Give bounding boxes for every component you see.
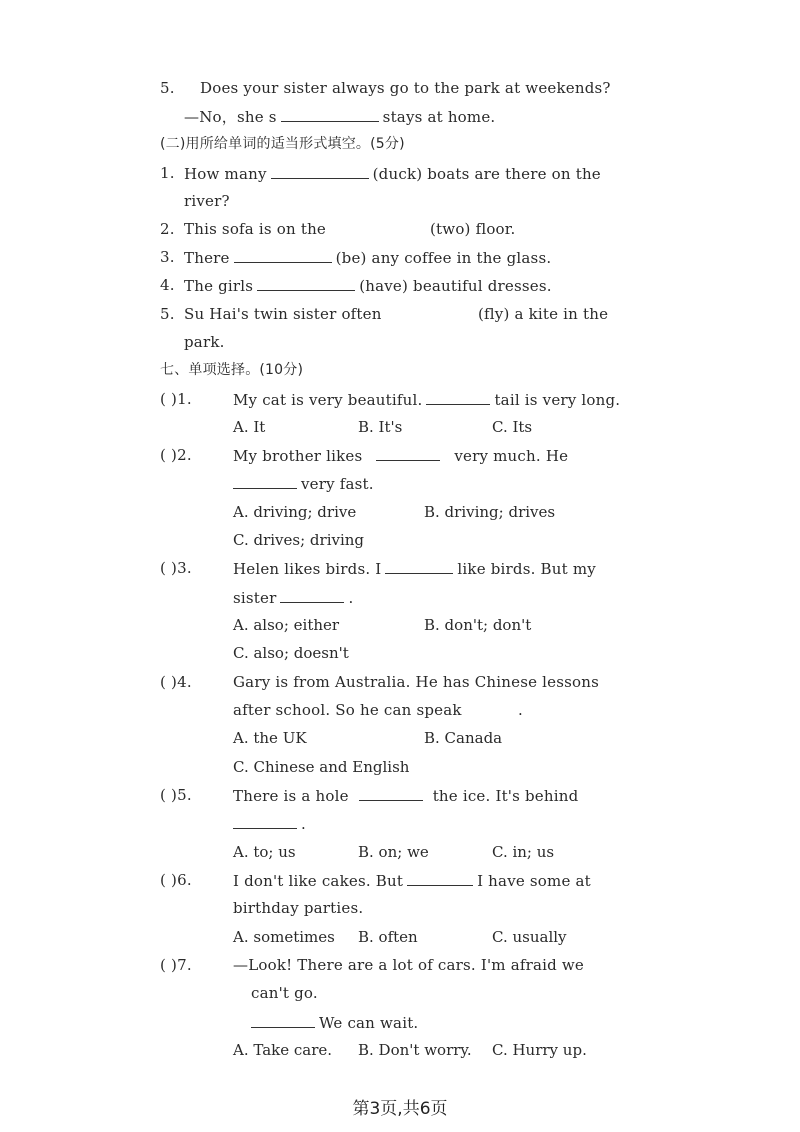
question-text-a: The girls xyxy=(184,277,254,295)
question-text-b: (have) beautiful dresses. xyxy=(359,277,552,295)
question-text-end: . xyxy=(518,701,523,719)
question-text xyxy=(233,558,596,579)
option-a: A. sometimes xyxy=(233,928,335,946)
answer-paren: ( )4. xyxy=(160,673,192,691)
question-text-a: My cat is very beautiful. xyxy=(233,391,423,409)
question-text-c: We can wait. xyxy=(319,1014,419,1032)
question-text-a: My brother likes xyxy=(233,447,363,465)
question-text-d: . xyxy=(348,589,354,607)
option-b: B. Canada xyxy=(424,729,503,747)
question-text-a: I don't like cakes. But xyxy=(233,872,404,890)
question-text: Does your sister always go to the park at weekends? xyxy=(200,79,611,97)
blank xyxy=(426,389,490,405)
question-text-b: like birds. But my xyxy=(457,560,596,578)
question-text: Gary is from Australia. He has Chinese lessons xyxy=(233,673,600,691)
question-number: 2. xyxy=(160,220,175,238)
answer-paren: ( )1. xyxy=(160,390,192,408)
option-b: B. often xyxy=(358,928,418,946)
option-c: C. also; doesn't xyxy=(233,644,349,662)
question-text xyxy=(184,163,601,184)
question-text-line2: after school. So he can speak xyxy=(233,701,462,719)
blank xyxy=(271,163,369,179)
question-number: 1. xyxy=(160,164,175,182)
answer-paren: ( )6. xyxy=(160,871,192,889)
answer-paren: ( )5. xyxy=(160,786,192,804)
option-b: B. It's xyxy=(358,418,403,436)
question-text xyxy=(184,247,551,268)
question-text-a: Helen likes birds. I xyxy=(233,560,382,578)
question-text-c: river? xyxy=(184,192,230,210)
question-text xyxy=(233,785,578,806)
question-text xyxy=(233,389,620,410)
blank xyxy=(281,106,379,122)
answer-paren: ( )2. xyxy=(160,446,192,464)
option-c: C. Chinese and English xyxy=(233,758,410,776)
question-text-a: This sofa is on the xyxy=(184,220,327,238)
question-text-c: sister xyxy=(233,589,277,607)
question-text-c: very fast. xyxy=(301,475,374,493)
question-text-b: very much. He xyxy=(454,447,569,465)
answer-suffix: stays at home. xyxy=(382,108,496,126)
question-text xyxy=(233,445,568,466)
question-text-b: (fly) a kite in the xyxy=(478,305,609,323)
option-c: C. Its xyxy=(492,418,533,436)
option-a: A. It xyxy=(233,418,266,436)
option-b: B. driving; drives xyxy=(424,503,556,521)
blank xyxy=(376,445,440,461)
option-a: A. also; either xyxy=(233,616,340,634)
blank xyxy=(385,558,453,574)
question-text xyxy=(184,275,552,296)
question-text: —Look! There are a lot of cars. I'm afraid we xyxy=(233,956,584,974)
section-heading: 七、单项选择。(10分) xyxy=(160,362,304,378)
option-b: B. on; we xyxy=(358,843,429,861)
question-text-b: (duck) boats are there on the xyxy=(372,165,601,183)
option-b: B. don't; don't xyxy=(424,616,532,634)
answer-paren: ( )3. xyxy=(160,559,192,577)
blank xyxy=(251,1012,315,1028)
blank xyxy=(359,785,423,801)
answer-prefix: —No，she s xyxy=(184,108,277,126)
option-a: A. the UK xyxy=(233,729,307,747)
question-number: 5. xyxy=(160,79,175,97)
option-a: A. driving; drive xyxy=(233,503,357,521)
section-heading: (二)用所给单词的适当形式填空。(5分) xyxy=(160,136,405,152)
question-text-line2 xyxy=(233,587,353,608)
blank xyxy=(407,870,473,886)
question-text-a: There is a hole xyxy=(233,787,349,805)
question-text-line2 xyxy=(233,813,306,834)
question-text-b: I have some at xyxy=(477,872,591,890)
question-text-b: (be) any coffee in the glass. xyxy=(335,249,552,267)
question-text-c: park. xyxy=(184,333,225,351)
blank xyxy=(280,587,344,603)
page-number: 第3页,共6页 xyxy=(352,1099,448,1119)
question-text-a: Su Hai's twin sister often xyxy=(184,305,382,323)
option-a: A. to; us xyxy=(233,843,296,861)
question-text xyxy=(233,870,591,891)
blank xyxy=(257,275,355,291)
question-text-b: tail is very long. xyxy=(494,391,621,409)
question-number: 5. xyxy=(160,305,175,323)
answer-line xyxy=(184,106,495,127)
question-text-b: the ice. It's behind xyxy=(432,787,579,805)
option-c: C. usually xyxy=(492,928,567,946)
option-c: C. Hurry up. xyxy=(492,1041,587,1059)
option-c: C. drives; driving xyxy=(233,531,365,549)
blank xyxy=(233,813,297,829)
option-c: C. in; us xyxy=(492,843,555,861)
question-text-line2: birthday parties. xyxy=(233,899,364,917)
question-text-b: (two) floor. xyxy=(430,220,516,238)
option-b: B. Don't worry. xyxy=(358,1041,472,1059)
question-text-c: . xyxy=(301,815,306,833)
question-text-line2 xyxy=(233,473,374,494)
question-text-line2: can't go. xyxy=(251,984,318,1002)
answer-paren: ( )7. xyxy=(160,956,192,974)
question-text-a: There xyxy=(184,249,230,267)
question-number: 3. xyxy=(160,248,175,266)
option-a: A. Take care. xyxy=(233,1041,333,1059)
question-text-line3 xyxy=(251,1012,418,1033)
question-number: 4. xyxy=(160,276,175,294)
blank xyxy=(233,473,297,489)
blank xyxy=(234,247,332,263)
question-text-a: How many xyxy=(184,165,267,183)
